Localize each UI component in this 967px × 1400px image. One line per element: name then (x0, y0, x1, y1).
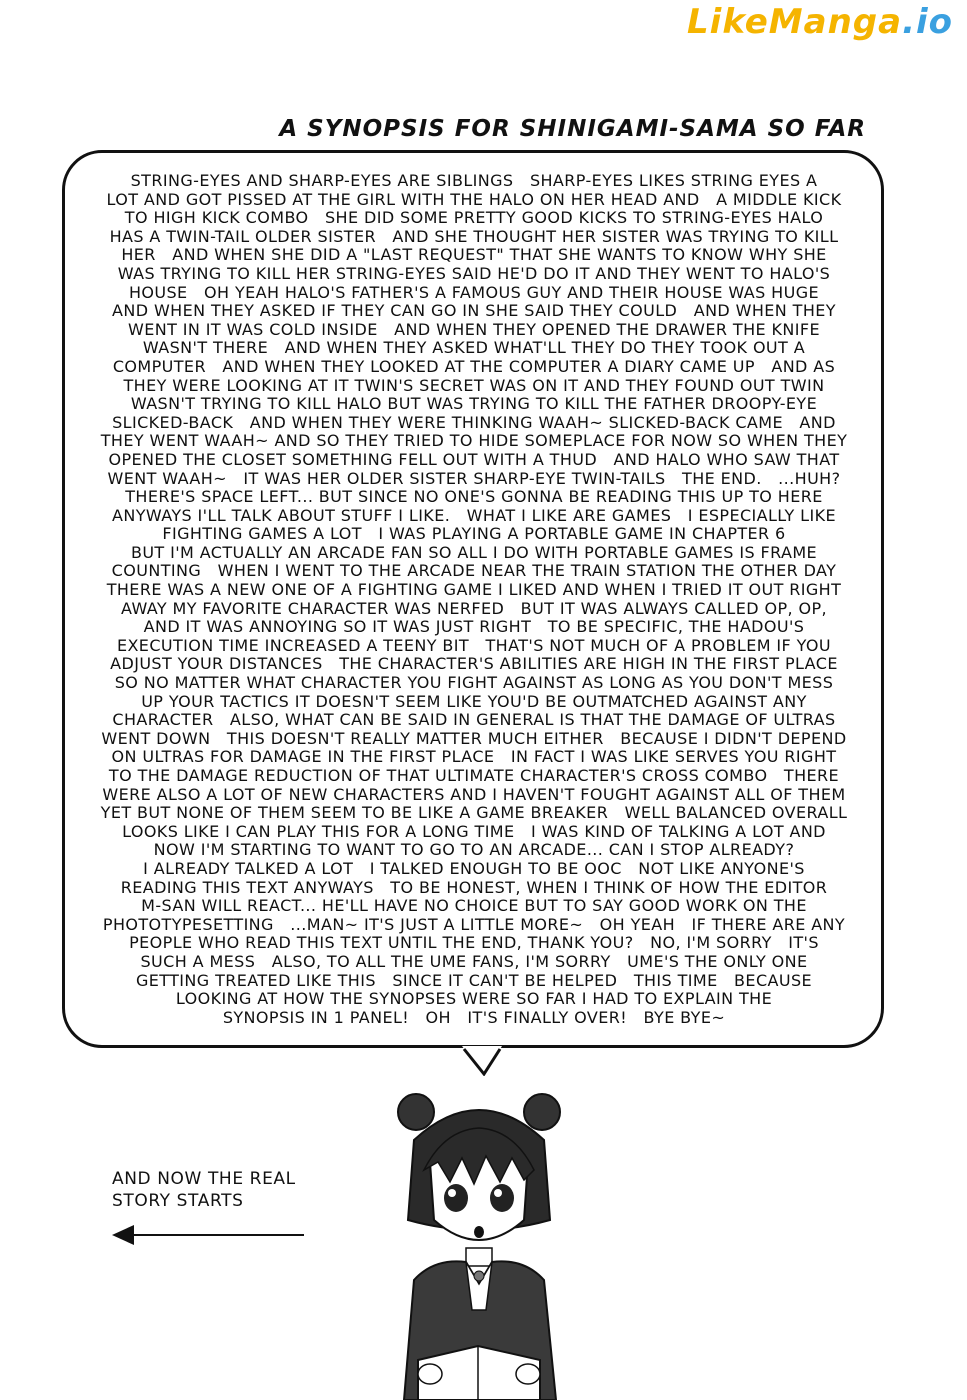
synopsis-line: TO HIGH KICK COMBO SHE DID SOME PRETTY GOOD KICKS TO STRING-EYES HALO (124, 208, 824, 228)
synopsis-line: GETTING TREATED LIKE THIS SINCE IT CAN'T BE HELPED THIS TIME BECAUSE (135, 970, 813, 990)
left-arrow-icon (112, 1222, 306, 1248)
synopsis-line: READING THIS TEXT ANYWAYS TO BE HONEST, WHEN I THINK OF HOW THE EDITOR (120, 877, 828, 897)
synopsis-line: WASN'T THERE AND WHEN THEY ASKED WHAT'LL THEY DO THEY TOOK OUT A (142, 338, 806, 358)
synopsis-text (84, 172, 864, 1027)
caption-line: AND NOW THE REAL (112, 1169, 296, 1189)
synopsis-line: WAS TRYING TO KILL HER STRING-EYES SAID HE'D DO IT AND THEY WENT TO HALO'S (117, 263, 831, 283)
synopsis-line: ANYWAYS I'LL TALK ABOUT STUFF I LIKE. WHAT I LIKE ARE GAMES I ESPECIALLY LIKE (111, 505, 836, 525)
synopsis-line: SYNOPSIS IN 1 PANEL! OH IT'S FINALLY OVER! BYE BYE~ (222, 1007, 726, 1027)
synopsis-line: YET BUT NONE OF THEM SEEM TO BE LIKE A GAME BREAKER WELL BALANCED OVERALL (100, 803, 848, 823)
synopsis-line: BUT I'M ACTUALLY AN ARCADE FAN SO ALL I DO WITH PORTABLE GAMES IS FRAME (130, 542, 818, 562)
synopsis-line: WENT DOWN THIS DOESN'T REALLY MATTER MUCH EITHER BECAUSE I DIDN'T DEPEND (101, 728, 847, 748)
synopsis-line: UP YOUR TACTICS IT DOESN'T SEEM LIKE YOU'D BE OUTMATCHED AGAINST ANY (141, 691, 807, 711)
synopsis-line: WENT WAAH~ IT WAS HER OLDER SISTER SHARP-EYE TWIN-TAILS THE END. ...HUH? (107, 468, 841, 488)
synopsis-line: THEY WERE LOOKING AT IT TWIN'S SECRET WAS ON IT AND THEY FOUND OUT TWIN (123, 375, 825, 395)
synopsis-line: COUNTING WHEN I WENT TO THE ARCADE NEAR THE TRAIN STATION THE OTHER DAY (111, 561, 837, 581)
synopsis-line: M-SAN WILL REACT... HE'LL HAVE NO CHOICE BUT TO SAY GOOD WORK ON THE (141, 896, 807, 916)
synopsis-line: ON ULTRAS FOR DAMAGE IN THE FIRST PLACE IN FACT I WAS LIKE SERVES YOU RIGHT (111, 747, 837, 767)
synopsis-line: HOUSE OH YEAH HALO'S FATHER'S A FAMOUS GUY AND THEIR HOUSE WAS HUGE (128, 282, 820, 302)
synopsis-line: LOOKING AT HOW THE SYNOPSES WERE SO FAR I HAD TO EXPLAIN THE (175, 989, 773, 1009)
synopsis-line: SLICKED-BACK AND WHEN THEY WERE THINKING WAAH~ SLICKED-BACK CAME AND (112, 412, 836, 432)
watermark-text: LikeManga (687, 2, 903, 42)
synopsis-line: AND IT WAS ANNOYING SO IT WAS JUST RIGHT TO BE SPECIFIC, THE HADOU'S (143, 617, 805, 637)
synopsis-line: CHARACTER ALSO, WHAT CAN BE SAID IN GENERAL IS THAT THE DAMAGE OF ULTRAS (112, 710, 836, 730)
caption-line: STORY STARTS (112, 1191, 244, 1211)
synopsis-line: SUCH A MESS ALSO, TO ALL THE UME FANS, I'M SORRY UME'S THE ONLY ONE (140, 951, 808, 971)
watermark-domain: .io (902, 2, 953, 42)
synopsis-line: HAS A TWIN-TAIL OLDER SISTER AND SHE THOUGHT HER SISTER WAS TRYING TO KILL (109, 226, 839, 246)
synopsis-line: ADJUST YOUR DISTANCES THE CHARACTER'S ABILITIES ARE HIGH IN THE FIRST PLACE (110, 654, 838, 674)
synopsis-line: COMPUTER AND WHEN THEY LOOKED AT THE COMPUTER A DIARY CAME UP AND AS (112, 356, 836, 376)
synopsis-line: AND WHEN THEY ASKED IF THEY CAN GO IN SHE SAID THEY COULD AND WHEN THEY (112, 301, 836, 321)
synopsis-line: WENT IN IT WAS COLD INSIDE AND WHEN THEY OPENED THE DRAWER THE KNIFE (127, 319, 820, 339)
caption (112, 1168, 352, 1212)
synopsis-line: WASN'T TRYING TO KILL HALO BUT WAS TRYING TO KILL THE FATHER DROOPY-EYE (130, 394, 818, 414)
synopsis-line: STRING-EYES AND SHARP-EYES ARE SIBLINGS SHARP-EYES LIKES STRING EYES A (130, 171, 818, 190)
synopsis-line: LOOKS LIKE I CAN PLAY THIS FOR A LONG TIME I WAS KIND OF TALKING A LOT AND (122, 821, 826, 841)
synopsis-line: THERE'S SPACE LEFT... BUT SINCE NO ONE'S GONNA BE READING THIS UP TO HERE (125, 487, 823, 507)
synopsis-line: THEY WENT WAAH~ AND SO THEY TRIED TO HIDE SOMEPLACE FOR NOW SO WHEN THEY (100, 431, 848, 451)
synopsis-line: TO THE DAMAGE REDUCTION OF THAT ULTIMATE CHARACTER'S CROSS COMBO THERE (108, 766, 840, 785)
synopsis-line: AWAY MY FAVORITE CHARACTER WAS NERFED BUT IT WAS ALWAYS CALLED OP, OP, (120, 598, 828, 618)
synopsis-line: EXECUTION TIME INCREASED A TEENY BIT THAT'S NOT MUCH OF A PROBLEM IF YOU (116, 635, 832, 655)
character-illustration (374, 1070, 584, 1400)
page-title: A SYNOPSIS FOR SHINIGAMI-SAMA SO FAR (279, 116, 866, 142)
synopsis-line: NOW I'M STARTING TO WANT TO GO TO AN ARCADE... CAN I STOP ALREADY? (153, 840, 795, 860)
synopsis-line: THERE WAS A NEW ONE OF A FIGHTING GAME I LIKED AND WHEN I TRIED IT OUT RIGHT (106, 580, 842, 600)
synopsis-line: SO NO MATTER WHAT CHARACTER YOU FIGHT AGAINST AS LONG AS YOU DON'T MESS (114, 673, 834, 693)
synopsis-line: FIGHTING GAMES A LOT I WAS PLAYING A PORTABLE GAME IN CHAPTER 6 (162, 524, 786, 544)
synopsis-line: PHOTOTYPESETTING ...MAN~ IT'S JUST A LITTLE MORE~ OH YEAH IF THERE ARE ANY (102, 914, 846, 934)
site-watermark (687, 2, 953, 42)
synopsis-line: HER AND WHEN SHE DID A "LAST REQUEST" THAT SHE WANTS TO KNOW WHY SHE (121, 245, 827, 265)
synopsis-line: WERE ALSO A LOT OF NEW CHARACTERS AND I HAVEN'T FOUGHT AGAINST ALL OF THEM (102, 784, 846, 804)
synopsis-line: I ALREADY TALKED A LOT I TALKED ENOUGH TO BE OOC NOT LIKE ANYONE'S (143, 858, 805, 878)
synopsis-line: PEOPLE WHO READ THIS TEXT UNTIL THE END, THANK YOU? NO, I'M SORRY IT'S (129, 933, 819, 953)
synopsis-line: OPENED THE CLOSET SOMETHING FELL OUT WITH A THUD AND HALO WHO SAW THAT (108, 449, 840, 469)
synopsis-line: LOT AND GOT PISSED AT THE GIRL WITH THE HALO ON HER HEAD AND A MIDDLE KICK (106, 189, 842, 209)
